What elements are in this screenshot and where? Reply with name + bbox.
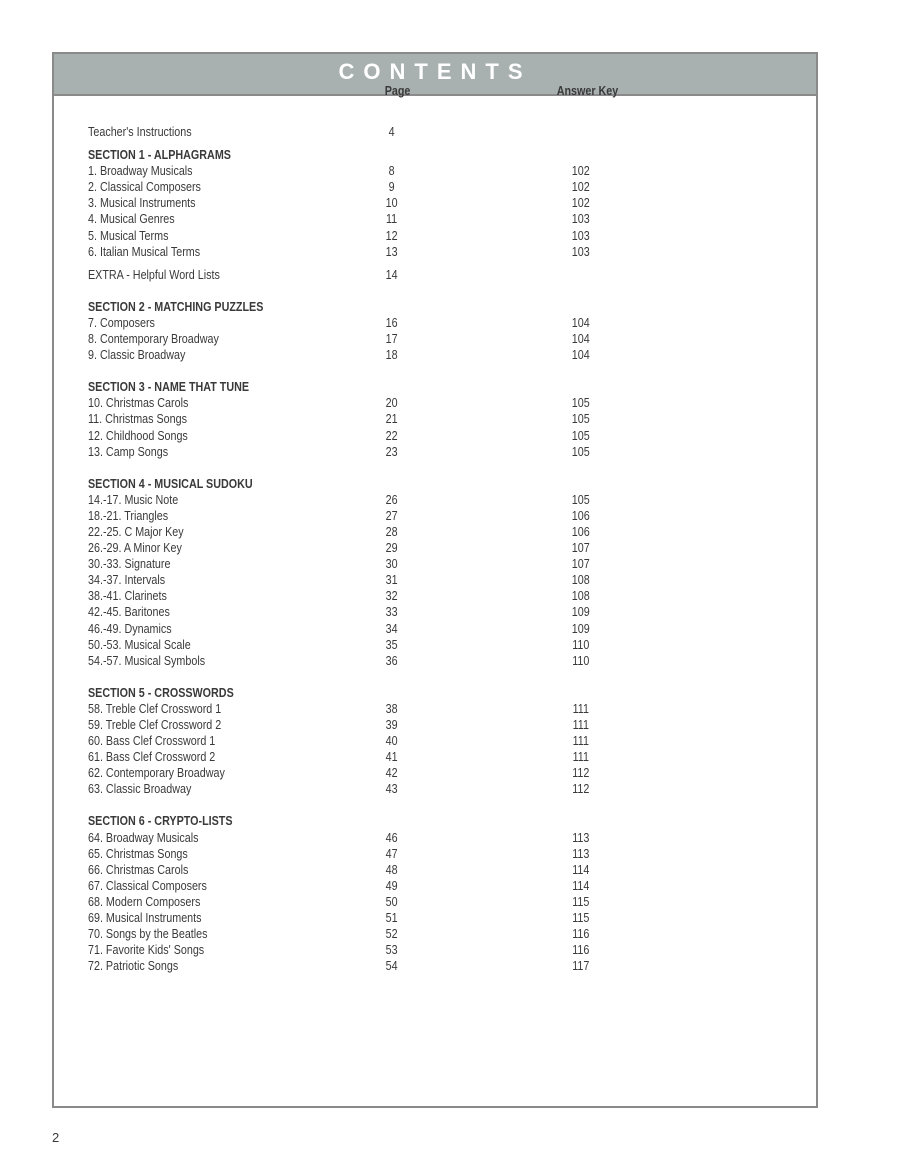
entry-title: 61. Bass Clef Crossword 2	[88, 750, 216, 765]
entry-answer-key: 108	[571, 589, 590, 604]
entry-answer-key: 110	[572, 637, 590, 652]
entry-page: 49	[385, 878, 398, 893]
entry-answer-key: 102	[571, 164, 590, 179]
toc-entry[interactable]	[88, 492, 621, 508]
entry-answer-key: 105	[571, 444, 590, 459]
entry-title: 5. Musical Terms	[88, 228, 169, 243]
toc-entry[interactable]	[88, 653, 621, 669]
entry-title: 64. Broadway Musicals	[88, 830, 199, 845]
entry-title: 60. Bass Clef Crossword 1	[88, 734, 216, 749]
page-number: 2	[52, 1130, 60, 1145]
column-headers	[88, 84, 621, 124]
entry-answer-key: 107	[571, 557, 590, 572]
entry-answer-key: 113	[572, 846, 590, 861]
toc-entry[interactable]	[88, 588, 621, 604]
toc-entry[interactable]	[88, 862, 621, 878]
toc-entry[interactable]	[88, 717, 621, 733]
entry-title: 71. Favorite Kids' Songs	[88, 943, 205, 958]
entry-title: 58. Treble Clef Crossword 1	[88, 701, 222, 716]
toc-entry[interactable]	[88, 195, 621, 211]
entry-title: 13. Camp Songs	[88, 444, 169, 459]
entry-answer-key: 102	[571, 180, 590, 195]
entry-page: 35	[385, 637, 398, 652]
entry-answer-key: 104	[571, 332, 590, 347]
entry-page: 16	[385, 315, 398, 330]
entry-page: 54	[385, 959, 398, 974]
toc-entry[interactable]	[88, 331, 621, 347]
entry-title: Teacher's Instructions	[88, 125, 192, 139]
entry-title: 12. Childhood Songs	[88, 428, 188, 443]
entry-title: 34.-37. Intervals	[88, 573, 166, 588]
entry-page: 48	[385, 862, 398, 877]
toc-entry[interactable]	[88, 508, 621, 524]
entry-answer-key: 115	[572, 894, 590, 909]
entry-page: 43	[385, 782, 398, 797]
entry-page: 51	[385, 911, 398, 926]
entry-title: 22.-25. C Major Key	[88, 524, 184, 539]
toc-entry[interactable]	[88, 749, 621, 765]
entry-page: 38	[385, 701, 398, 716]
entry-title: 30.-33. Signature	[88, 557, 171, 572]
toc-entry[interactable]	[88, 163, 621, 179]
toc-entry[interactable]	[88, 428, 621, 444]
entry-answer-key: 108	[571, 573, 590, 588]
entry-page: 10	[385, 196, 398, 211]
section-heading-text: SECTION 6 - CRYPTO-LISTS	[88, 814, 233, 829]
entry-page: 9	[388, 180, 395, 195]
toc-entry[interactable]	[88, 637, 621, 653]
entry-answer-key: 116	[572, 927, 590, 942]
entry-title: 67. Classical Composers	[88, 878, 207, 893]
toc-entry[interactable]	[88, 926, 621, 942]
toc-entry[interactable]	[88, 781, 621, 797]
toc-entry[interactable]	[88, 228, 621, 244]
section-heading	[88, 685, 621, 701]
entry-title: 62. Contemporary Broadway	[88, 766, 225, 781]
entry-answer-key: 106	[571, 508, 590, 523]
entry-answer-key: 116	[572, 943, 590, 958]
entry-title: 26.-29. A Minor Key	[88, 541, 182, 556]
section-heading	[88, 147, 621, 163]
toc-entry[interactable]	[88, 395, 621, 411]
entry-page: 42	[385, 766, 398, 781]
entry-title: EXTRA - Helpful Word Lists	[88, 267, 220, 282]
entry-title: 7. Composers	[88, 315, 155, 330]
entry-title: 8. Contemporary Broadway	[88, 332, 219, 347]
entry-page: 36	[385, 653, 398, 668]
entry-answer-key: 111	[572, 750, 589, 765]
table-of-contents	[88, 84, 621, 974]
entry-page: 26	[385, 492, 398, 507]
entry-title: 4. Musical Genres	[88, 212, 175, 227]
entry-title: 42.-45. Baritones	[88, 605, 170, 620]
entry-title: 68. Modern Composers	[88, 894, 201, 909]
entry-answer-key: 106	[571, 524, 590, 539]
toc-entry[interactable]	[88, 701, 621, 717]
intro-row[interactable]	[88, 124, 621, 140]
entry-page: 23	[385, 444, 398, 459]
entry-page: 28	[385, 524, 398, 539]
entry-page: 22	[385, 428, 398, 443]
entry-title: 46.-49. Dynamics	[88, 621, 172, 636]
entry-page: 21	[385, 412, 398, 427]
section-heading-text: SECTION 2 - MATCHING PUZZLES	[88, 299, 264, 314]
entry-answer-key: 104	[571, 348, 590, 363]
entry-answer-key: 104	[571, 315, 590, 330]
entry-title: 50.-53. Musical Scale	[88, 637, 191, 652]
entry-page: 41	[385, 750, 398, 765]
entry-answer-key: 105	[571, 492, 590, 507]
toc-entry[interactable]	[88, 894, 621, 910]
entry-answer-key: 115	[572, 911, 590, 926]
entry-answer-key: 110	[572, 653, 590, 668]
entry-title: 18.-21. Triangles	[88, 508, 169, 523]
toc-entry[interactable]	[88, 878, 621, 894]
toc-entry[interactable]	[88, 910, 621, 926]
toc-entry[interactable]	[88, 411, 621, 427]
entry-page: 47	[385, 846, 398, 861]
entry-title: 65. Christmas Songs	[88, 846, 188, 861]
entry-page: 18	[385, 348, 398, 363]
entry-page: 40	[385, 734, 398, 749]
entry-title: 38.-41. Clarinets	[88, 589, 167, 604]
toc-entry[interactable]	[88, 556, 621, 572]
entry-page: 30	[385, 557, 398, 572]
toc-entry[interactable]	[88, 179, 621, 195]
entry-title: 6. Italian Musical Terms	[88, 244, 201, 259]
entry-title: 10. Christmas Carols	[88, 396, 189, 411]
sections-list	[88, 147, 621, 974]
entry-title: 63. Classic Broadway	[88, 782, 192, 797]
entry-title: 11. Christmas Songs	[88, 412, 187, 427]
section-heading	[88, 476, 621, 492]
entry-answer-key: 114	[572, 862, 590, 877]
entry-answer-key: 109	[571, 621, 590, 636]
entry-page: 8	[388, 164, 395, 179]
toc-entry[interactable]	[88, 540, 621, 556]
toc-entry[interactable]	[88, 572, 621, 588]
entry-answer-key: 103	[571, 228, 590, 243]
toc-entry-extra[interactable]	[88, 267, 621, 283]
section-heading	[88, 379, 621, 395]
entry-page: 31	[385, 573, 398, 588]
entry-title: 3. Musical Instruments	[88, 196, 196, 211]
entry-title: 54.-57. Musical Symbols	[88, 653, 206, 668]
entry-title: 2. Classical Composers	[88, 180, 201, 195]
entry-answer-key: 109	[571, 605, 590, 620]
entry-page: 11	[385, 212, 398, 227]
entry-title: 69. Musical Instruments	[88, 911, 202, 926]
entry-title: 59. Treble Clef Crossword 2	[88, 718, 222, 732]
entry-page: 46	[385, 830, 398, 845]
section-heading	[88, 299, 621, 315]
entry-page: 4	[388, 125, 395, 139]
section-heading-text: SECTION 1 - ALPHAGRAMS	[88, 148, 231, 163]
toc-entry[interactable]	[88, 524, 621, 540]
entry-answer-key: 112	[572, 766, 590, 781]
entry-title: 9. Classic Broadway	[88, 348, 186, 363]
entry-answer-key: 112	[572, 782, 590, 797]
entry-page: 32	[385, 589, 398, 604]
toc-entry[interactable]	[88, 621, 621, 637]
entry-title: 14.-17. Music Note	[88, 492, 179, 507]
section-heading	[88, 813, 621, 829]
toc-entry[interactable]	[88, 942, 621, 958]
entry-answer-key: 105	[571, 412, 590, 427]
entry-page: 12	[385, 228, 398, 243]
section-heading-text: SECTION 5 - CROSSWORDS	[88, 685, 234, 700]
entry-answer-key: 103	[571, 244, 590, 259]
entry-answer-key: 105	[571, 428, 590, 443]
entry-title: 66. Christmas Carols	[88, 862, 189, 877]
entry-page: 34	[385, 621, 398, 636]
toc-entry[interactable]	[88, 733, 621, 749]
toc-entry[interactable]	[88, 315, 621, 331]
entry-page: 39	[385, 718, 398, 732]
entry-answer-key: 111	[572, 734, 589, 749]
section-heading-text: SECTION 4 - MUSICAL SUDOKU	[88, 476, 253, 491]
page-column-header: Page	[384, 84, 411, 98]
answer-key-column-header: Answer Key	[556, 84, 619, 98]
entry-answer-key: 111	[572, 718, 589, 732]
entry-page: 50	[385, 894, 398, 909]
entry-page: 20	[385, 396, 398, 411]
entry-title: 1. Broadway Musicals	[88, 164, 193, 179]
entry-answer-key: 105	[571, 396, 590, 411]
entry-answer-key: 114	[572, 878, 590, 893]
entry-answer-key: 113	[572, 830, 590, 845]
entry-page: 13	[385, 244, 398, 259]
entry-page: 53	[385, 943, 398, 958]
entry-title: 70. Songs by the Beatles	[88, 927, 208, 942]
entry-title: 72. Patriotic Songs	[88, 959, 179, 974]
toc-entry[interactable]	[88, 444, 621, 460]
toc-entry[interactable]	[88, 958, 621, 974]
entry-page: 52	[385, 927, 398, 942]
toc-entry[interactable]	[88, 846, 621, 862]
toc-entry[interactable]	[88, 244, 621, 260]
toc-entry[interactable]	[88, 211, 621, 227]
page-title: CONTENTS	[338, 59, 532, 84]
toc-entry[interactable]	[88, 347, 621, 363]
toc-entry[interactable]	[88, 604, 621, 620]
toc-entry[interactable]	[88, 830, 621, 846]
entry-page: 27	[385, 508, 398, 523]
entry-answer-key: 117	[572, 959, 590, 974]
entry-answer-key: 102	[571, 196, 590, 211]
entry-answer-key: 107	[571, 541, 590, 556]
section-heading-text: SECTION 3 - NAME THAT TUNE	[88, 380, 250, 395]
entry-answer-key: 103	[571, 212, 590, 227]
entry-page: 14	[385, 267, 398, 282]
entry-page: 29	[385, 541, 398, 556]
entry-page: 17	[385, 332, 398, 347]
entry-page: 33	[385, 605, 398, 620]
entry-answer-key: 111	[572, 701, 589, 716]
toc-entry[interactable]	[88, 765, 621, 781]
